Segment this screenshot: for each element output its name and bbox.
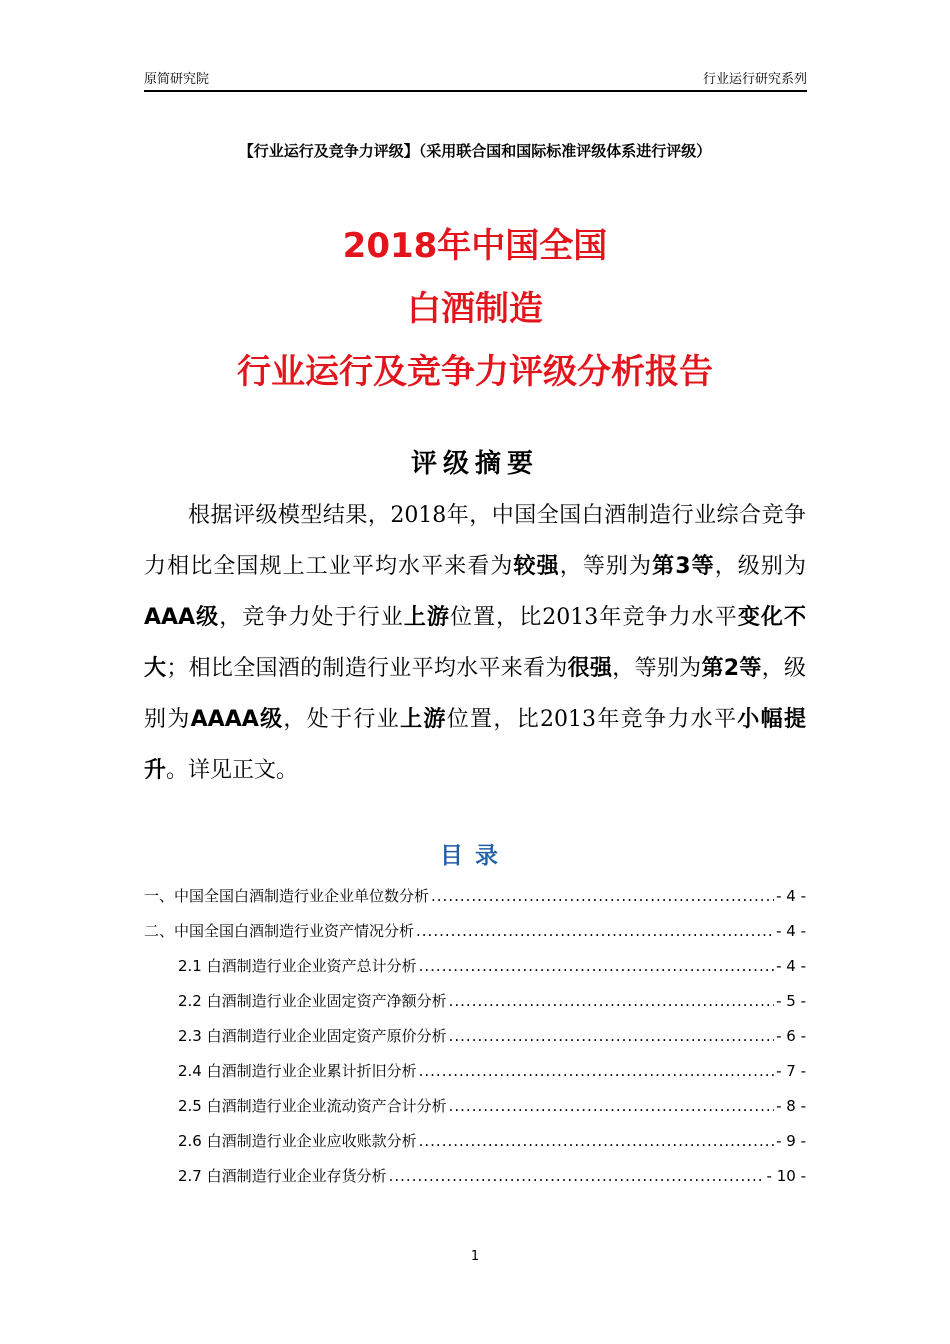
toc-entry-page: - 7 - bbox=[776, 1062, 806, 1080]
toc-entry-page: - 10 - bbox=[766, 1167, 806, 1185]
toc-entry-page: - 8 - bbox=[776, 1097, 806, 1115]
toc-entry-page: - 9 - bbox=[776, 1132, 806, 1150]
toc-entry-label: 2.2 白酒制造行业企业固定资产净额分析 bbox=[178, 992, 447, 1010]
summary-emphasis: 第3等 bbox=[652, 554, 715, 579]
toc-entry[interactable] bbox=[144, 955, 806, 990]
summary-text: ，等别为 bbox=[559, 554, 653, 579]
toc-entry[interactable] bbox=[144, 990, 806, 1025]
report-title-line-3: 行业运行及竞争力评级分析报告 bbox=[237, 352, 713, 392]
header-publisher: 原简研究院 bbox=[144, 72, 210, 87]
page-header bbox=[144, 64, 807, 92]
toc-entry-label: 2.4 白酒制造行业企业累计折旧分析 bbox=[178, 1062, 417, 1080]
toc-entry-label: 2.3 白酒制造行业企业固定资产原价分析 bbox=[178, 1027, 447, 1045]
toc-leader-dots bbox=[449, 992, 774, 1010]
toc-leader-dots bbox=[419, 957, 774, 975]
toc-heading: 目录 bbox=[440, 843, 510, 869]
summary-text: 位置，比2013年竞争力水平 bbox=[446, 707, 738, 732]
toc-entry-label: 二、中国全国白酒制造行业资产情况分析 bbox=[144, 922, 415, 940]
header-series: 行业运行研究系列 bbox=[702, 72, 807, 87]
toc-entry-label: 2.1 白酒制造行业企业资产总计分析 bbox=[178, 957, 417, 975]
summary-text: ，处于行业 bbox=[283, 707, 401, 732]
report-title-line-1: 2018年中国全国 bbox=[342, 226, 608, 266]
toc-entry-page: - 6 - bbox=[776, 1027, 806, 1045]
toc-entry-page: - 4 - bbox=[776, 887, 806, 905]
report-tagline: 【行业运行及竞争力评级】（采用联合国和国际标准评级体系进行评级） bbox=[238, 142, 712, 160]
toc-leader-dots bbox=[449, 1097, 774, 1115]
summary-text: ，级别为 bbox=[714, 554, 806, 579]
toc-leader-dots bbox=[449, 1027, 774, 1045]
summary-emphasis: 第2等 bbox=[701, 656, 762, 681]
toc-entry[interactable] bbox=[144, 1025, 806, 1060]
summary-text: 位置，比2013年竞争力水平 bbox=[450, 605, 738, 630]
toc-entry[interactable] bbox=[144, 885, 806, 920]
summary-emphasis: 很强 bbox=[567, 656, 613, 681]
summary-emphasis: 上游 bbox=[400, 707, 447, 732]
toc-entry-label: 2.6 白酒制造行业企业应收账款分析 bbox=[178, 1132, 417, 1150]
summary-emphasis: 变化不大 bbox=[144, 605, 806, 681]
summary-text: 。详见正文。 bbox=[166, 758, 299, 783]
summary-text: ，竞争力处于行业 bbox=[219, 605, 404, 630]
summary-emphasis: 较强 bbox=[513, 554, 560, 579]
summary-emphasis: AAAA级 bbox=[190, 707, 284, 732]
report-title-line-2: 白酒制造 bbox=[407, 289, 543, 329]
toc-leader-dots bbox=[416, 922, 774, 940]
table-of-contents bbox=[144, 885, 806, 1200]
toc-entry-label: 2.7 白酒制造行业企业存货分析 bbox=[178, 1167, 387, 1185]
summary-emphasis: 小幅提升 bbox=[144, 707, 806, 783]
summary-emphasis: 上游 bbox=[403, 605, 450, 630]
summary-text: ，级别为 bbox=[144, 656, 806, 732]
toc-entry[interactable] bbox=[144, 920, 806, 955]
toc-leader-dots bbox=[389, 1167, 765, 1185]
summary-emphasis: AAA级 bbox=[144, 605, 220, 630]
toc-leader-dots bbox=[431, 887, 774, 905]
page-number: 1 bbox=[470, 1249, 480, 1264]
summary-paragraph bbox=[144, 490, 806, 796]
toc-leader-dots bbox=[419, 1132, 774, 1150]
summary-heading: 评级摘要 bbox=[410, 449, 539, 479]
toc-entry-page: - 4 - bbox=[776, 957, 806, 975]
toc-entry[interactable] bbox=[144, 1095, 806, 1130]
toc-leader-dots bbox=[419, 1062, 774, 1080]
summary-text: ；相比全国酒的制造行业平均水平来看为 bbox=[166, 656, 568, 681]
toc-entry-page: - 5 - bbox=[776, 992, 806, 1010]
toc-entry[interactable] bbox=[144, 1130, 806, 1165]
toc-entry-label: 2.5 白酒制造行业企业流动资产合计分析 bbox=[178, 1097, 447, 1115]
toc-entry[interactable] bbox=[144, 1060, 806, 1095]
summary-text: 根据评级模型结果，2018年，中国全国白酒制造行业综合竞争力相比全国规上工业平均水平来看为 bbox=[144, 503, 806, 579]
toc-entry[interactable] bbox=[144, 1165, 806, 1200]
toc-entry-page: - 4 - bbox=[776, 922, 806, 940]
toc-entry-label: 一、中国全国白酒制造行业企业单位数分析 bbox=[144, 887, 430, 905]
summary-text: ，等别为 bbox=[612, 656, 702, 681]
